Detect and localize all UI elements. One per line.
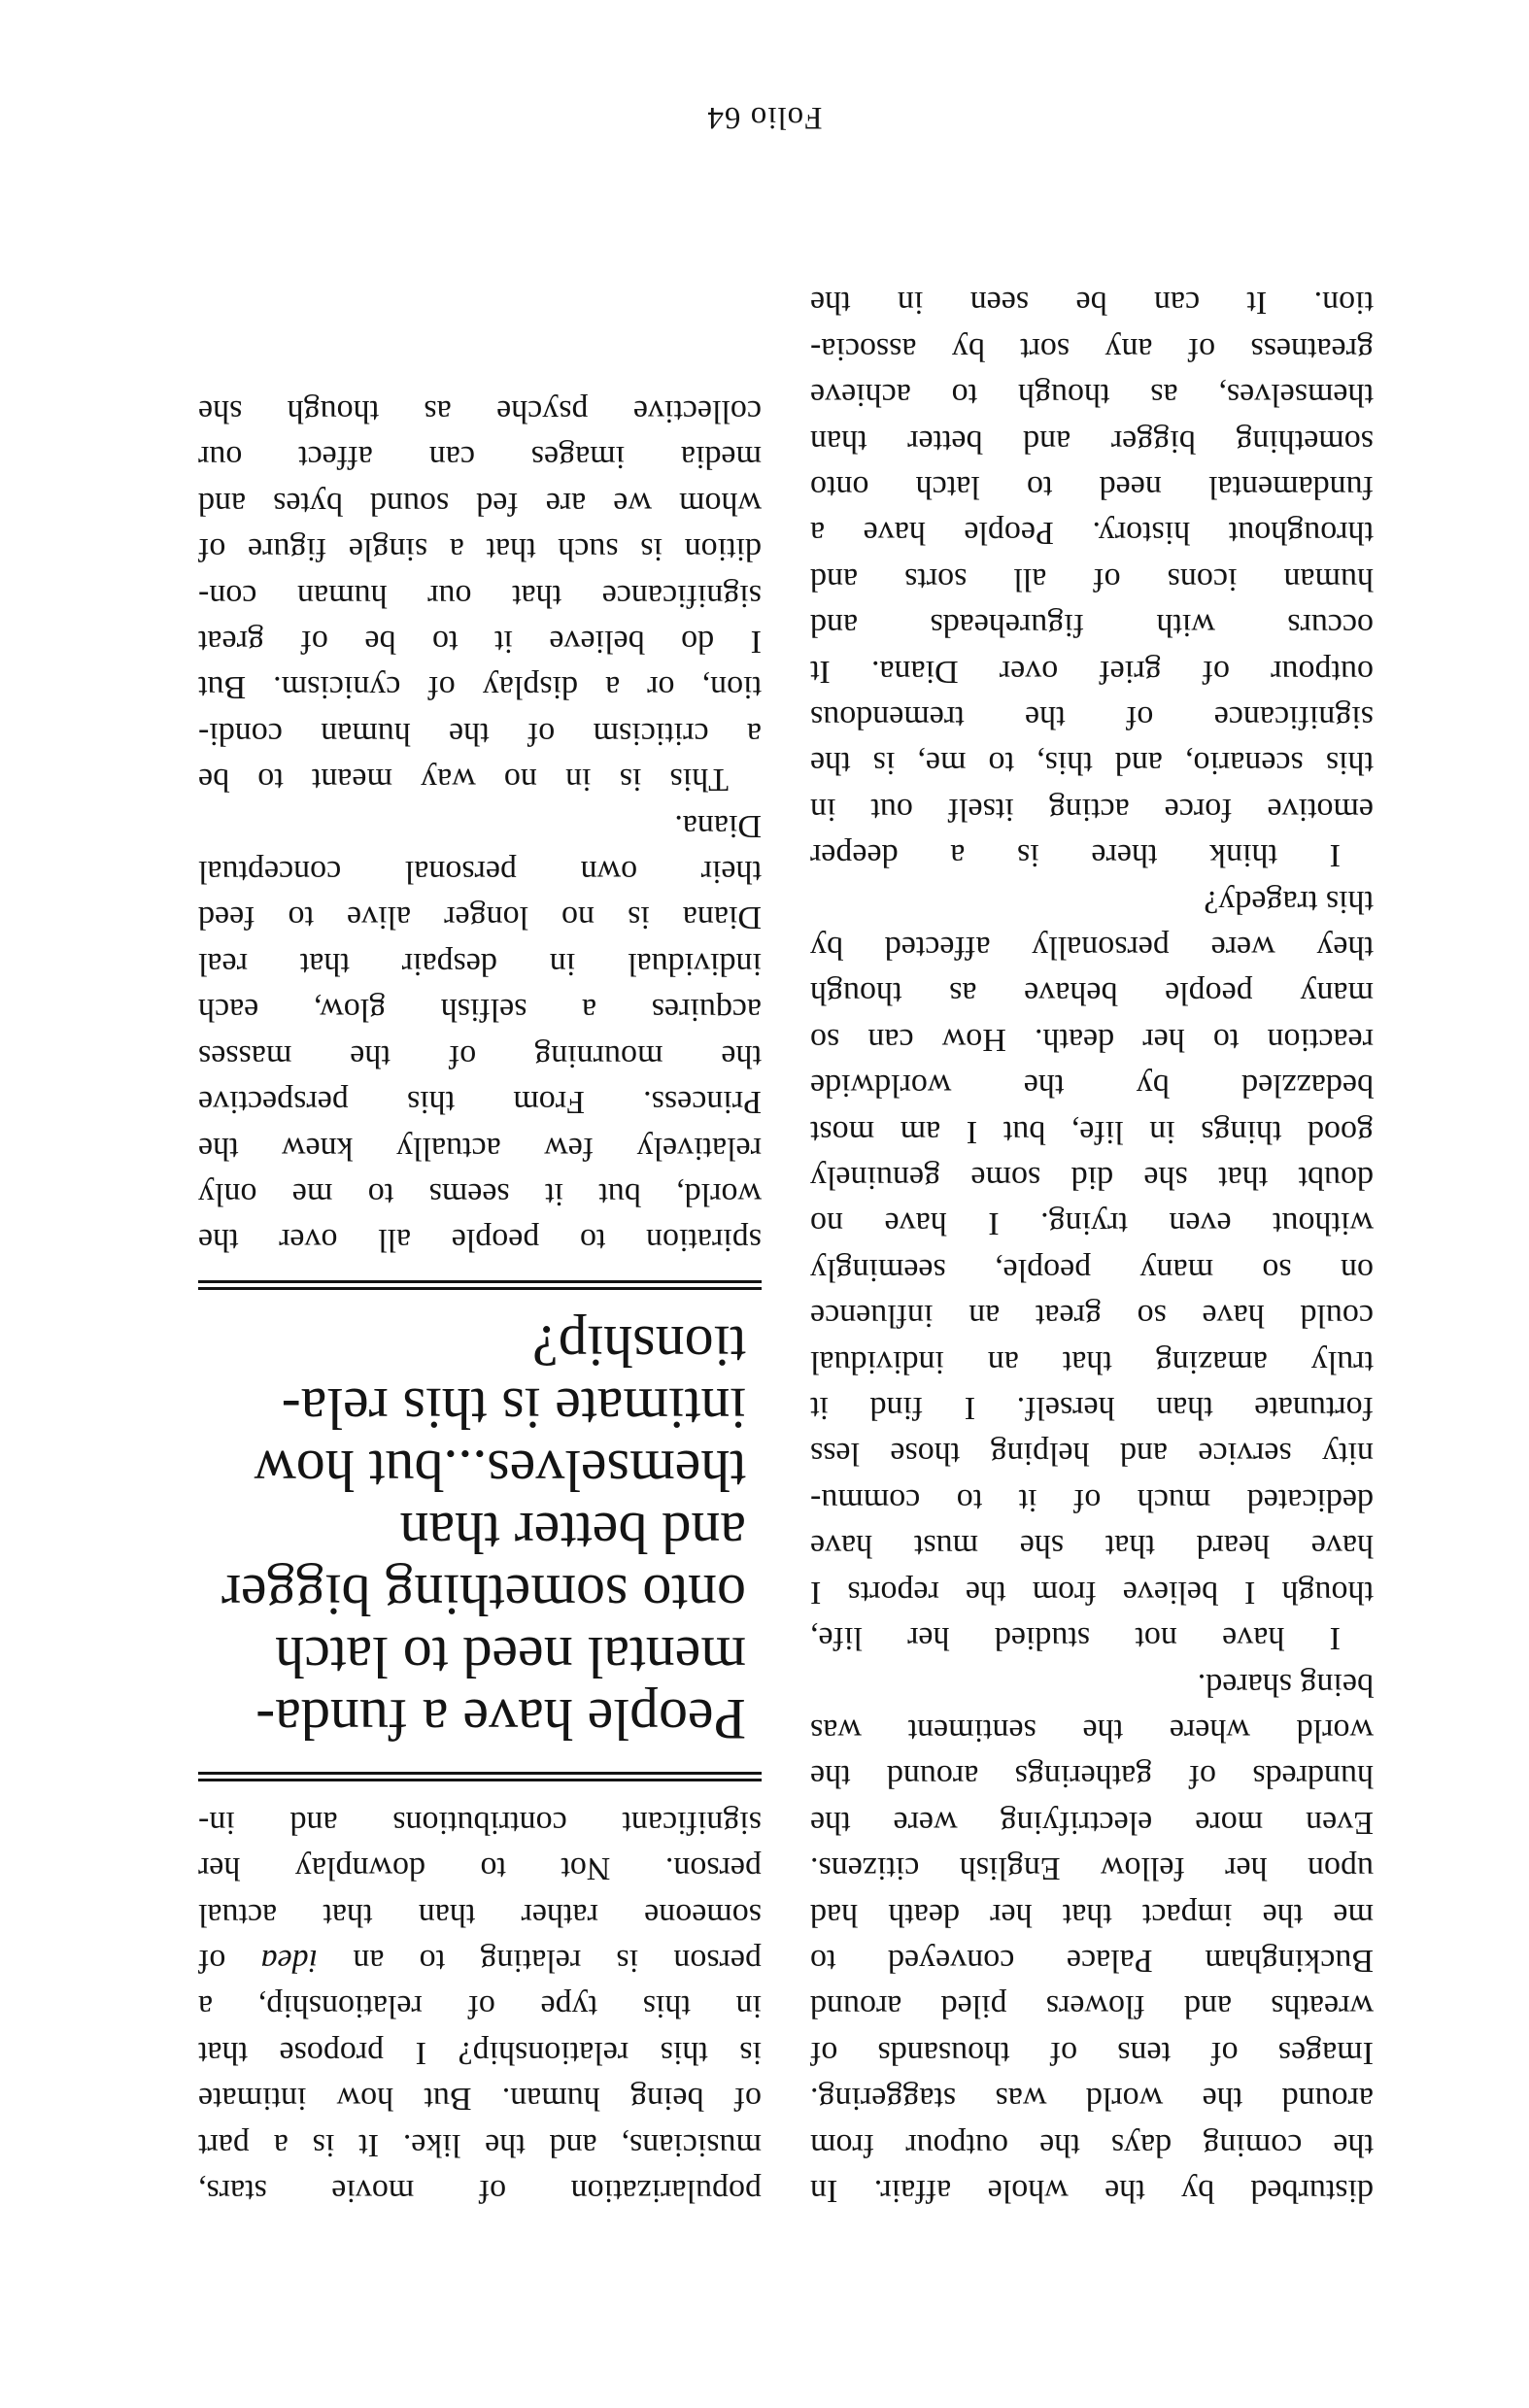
right-column — [198, 389, 762, 2214]
text-line: significance of the tremendous — [810, 699, 1374, 735]
text-line: good things in life, but I am most — [810, 1113, 1374, 1150]
text-line: relatively few actually knew the — [198, 1130, 762, 1167]
text-line: disturbed by the whole affair. In — [810, 2173, 1374, 2209]
text-line: significant contributions and in- — [198, 1804, 762, 1841]
text-line: me the impact that her death had — [810, 1896, 1374, 1933]
text-line: occurs with figureheads and — [810, 607, 1374, 644]
text-line: Buckingham Palace conveyed to — [810, 1942, 1374, 1979]
text-line: significance that our human con- — [198, 577, 762, 614]
text-line: in this type of relationship, a — [198, 1988, 762, 2025]
pull-quote-line: mental need to latch — [275, 1625, 746, 1690]
text-line: dition is such that a single figure of — [198, 531, 762, 568]
text-line: though I believe from the reports I — [810, 1574, 1374, 1611]
text-line: world where the sentiment was — [810, 1712, 1374, 1748]
text-line: human icons of all sorts and — [810, 560, 1374, 597]
text-line: Princess. From this perspective — [198, 1084, 762, 1121]
text-line: world, but it seems to me only — [198, 1175, 762, 1212]
text-line: have heard that she must have — [810, 1528, 1374, 1565]
pull-quote-line: themselves...but how — [254, 1439, 746, 1504]
text-line: emotive force acting itself out in — [810, 791, 1374, 828]
text-line: they were personally affected by — [810, 930, 1374, 967]
text-line: I have not studied her life, — [810, 1620, 1341, 1657]
text-line: without even trying. I have no — [810, 1205, 1374, 1242]
text-line: whom we are fed sound bytes and — [198, 485, 762, 522]
folio-number: Folio 64 — [706, 100, 823, 135]
text-line: collective psyche as though she — [198, 393, 762, 430]
text-line: upon her fellow English citizens. — [810, 1850, 1374, 1887]
text-line: on so many people, seemingly — [810, 1251, 1374, 1288]
text-line: bedazzled by the worldwide — [810, 1068, 1374, 1104]
text-line: the mourning of the masses — [198, 1037, 762, 1074]
text-line: Diana. — [674, 807, 762, 844]
text-line: of being human. But how intimate — [198, 2081, 762, 2118]
text-line: I think there is a deeper — [810, 837, 1341, 874]
emphasis-word: idea — [260, 1942, 319, 1979]
pull-quote-line: People have a funda- — [255, 1687, 746, 1752]
text-line: I do believe it to be of great — [198, 624, 762, 661]
text-line: This is in no way meant to be — [198, 762, 729, 798]
text-line: outpour of grief over Diana. It — [810, 653, 1374, 690]
text-line: many people behave as though — [810, 975, 1374, 1012]
text-line — [198, 1938, 762, 1984]
text-line: their own personal conceptual — [198, 854, 762, 891]
text-line: reaction to her death. How can so — [810, 1021, 1374, 1058]
text-line: truly amazing that an individual — [810, 1343, 1374, 1380]
text-span: person is relating to an — [318, 1942, 762, 1979]
text-line: the coming days the outpour from — [810, 2126, 1374, 2163]
text-line: acquires a selfish glow, each — [198, 992, 762, 1029]
text-line: doubt that she did some genuinely — [810, 1160, 1374, 1197]
pull-quote-line: and better than — [399, 1501, 746, 1566]
text-line: hundreds of gatherings around the — [810, 1758, 1374, 1795]
text-line: tion. It can be seen in the — [810, 285, 1374, 322]
text-line: this scenario, and this, to me, is the — [810, 745, 1374, 782]
text-line: nity service and helping those less — [810, 1436, 1374, 1473]
text-line: something bigger and better than — [810, 423, 1374, 459]
text-line: Images of tens of thousands of — [810, 2034, 1374, 2071]
text-line: greatness of any sort by associa- — [810, 330, 1374, 367]
text-span: of — [198, 1942, 261, 1979]
pull-quote — [198, 1280, 762, 1781]
text-line: throughout history. People have a — [810, 515, 1374, 552]
text-line: spiration to people all over the — [198, 1222, 762, 1259]
left-column — [810, 280, 1374, 2214]
text-line: fundamental need to latch onto — [810, 468, 1374, 505]
text-line: media images can affect our — [198, 439, 762, 476]
text-line: could have so great an influence — [810, 1298, 1374, 1335]
text-line: popularization of movie stars, — [198, 2173, 762, 2209]
text-line: Even more electrifying were the — [810, 1804, 1374, 1841]
text-line: a criticism of the human condi- — [198, 715, 762, 752]
text-line: fortunate than herself. I find it — [810, 1390, 1374, 1427]
text-line: person. Not to downplay her — [198, 1850, 762, 1887]
pull-quote-line: tionship? — [532, 1314, 746, 1379]
text-line: around the world was staggering. — [810, 2081, 1374, 2118]
text-line: musicians, and the like. It is a part — [198, 2126, 762, 2163]
text-line: Diana is no longer alive to feed — [198, 899, 762, 936]
text-line: this tragedy? — [1204, 883, 1374, 920]
text-line: being shared. — [1197, 1666, 1374, 1703]
pull-quote-line: intimate is this rela- — [281, 1376, 746, 1441]
text-line: someone rather than that actual — [198, 1896, 762, 1933]
text-line: individual in despair that real — [198, 945, 762, 982]
text-line: wreaths and flowers piled around — [810, 1988, 1374, 2025]
text-line: is this relationship? I propose that — [198, 2034, 762, 2071]
text-line: dedicated much of it to commu- — [810, 1481, 1374, 1518]
text-line: tion, or a display of cynicism. But — [198, 669, 762, 706]
pull-quote-line: onto something bigger — [221, 1563, 746, 1628]
text-line: themselves, as though to achieve — [810, 377, 1374, 414]
